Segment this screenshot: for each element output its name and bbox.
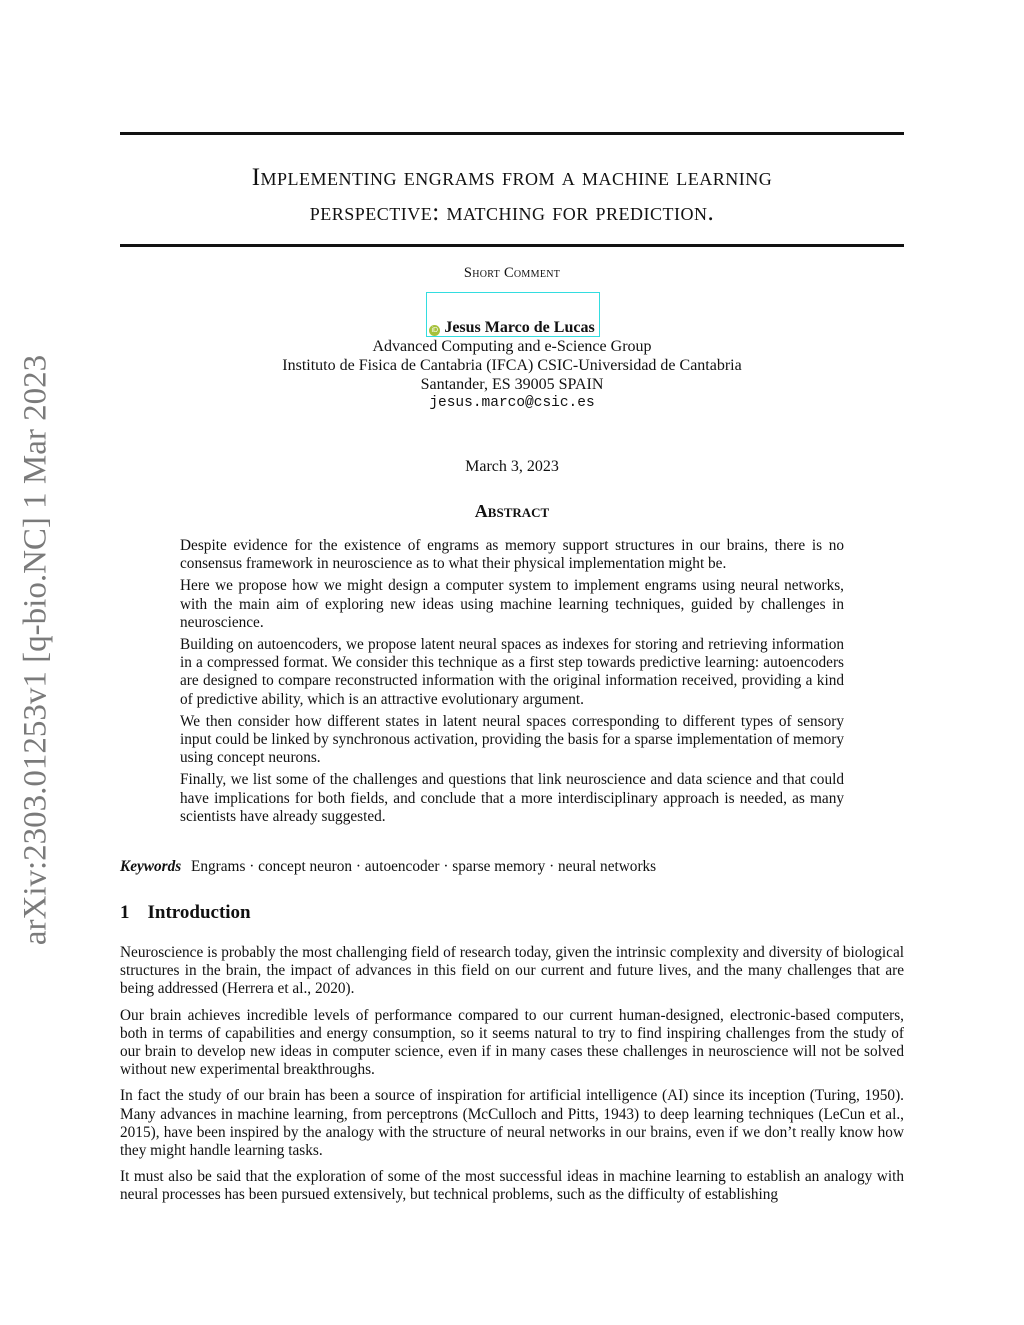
body-paragraph: In fact the study of our brain has been a source of inspiration for artificial intelligence (AI) since its inception (Turing, 1950). Many advances in machine learning, from perceptrons (McCulloch and Pitts, 1943) to deep learning techniques (LeCun et al., 2015), have been inspired by the analogy with the structure of neural networks in our brains, even if we don’t really know how they might handle learning tasks. <box>120 1087 904 1160</box>
keywords-line <box>120 858 904 876</box>
section-title: Introduction <box>147 902 251 923</box>
abstract-paragraph: Here we propose how we might design a computer system to implement engrams using neural networks, with the main aim of exploring new ideas using machine learning techniques, guided by challenges in neuroscience. <box>180 577 844 631</box>
paper-title <box>120 160 904 230</box>
title-top-rule <box>120 132 904 135</box>
arxiv-sidebar-identifier <box>16 340 56 960</box>
section-body <box>120 944 904 1213</box>
body-paragraph: It must also be said that the exploration of some of the most successful ideas in machine learning to establish an analogy with neural processes has been pursued extensively, but technical problems, such as the difficulty of establishing <box>120 1168 904 1204</box>
author-group: Advanced Computing and e-Science Group <box>372 338 652 355</box>
keywords-label: Keywords <box>120 858 182 875</box>
author-institute: Instituto de Fisica de Cantabria (IFCA) CSIC-Universidad de Cantabria <box>282 357 742 374</box>
author-block <box>0 318 1024 413</box>
title-bottom-rule <box>120 244 904 247</box>
arxiv-id-text: arXiv:2303.01253v1 [q-bio.NC] 1 Mar 2023 <box>17 354 54 946</box>
abstract-paragraph: We then consider how different states in latent neural spaces corresponding to different types of sensory input could be linked by synchronous activation, providing the basis for a sparse implementation of memory using concept neurons. <box>180 712 844 767</box>
comment-type-label: Short Comment <box>463 265 561 281</box>
orcid-icon[interactable]: iD <box>429 325 440 336</box>
abstract-heading: Abstract <box>474 501 550 521</box>
author-name[interactable]: Jesus Marco de Lucas <box>444 319 595 336</box>
section-number: 1 <box>120 902 130 923</box>
abstract-paragraph: Finally, we list some of the challenges and questions that link neuroscience and data science and that could have implications for both fields, and conclude that a more interdisciplinary approach is needed, as many scientists have already suggested. <box>180 771 844 825</box>
abstract-paragraph: Despite evidence for the existence of engrams as memory support structures in our brains, there is no consensus framework in neuroscience as to what their physical implementation might be. <box>180 537 844 573</box>
keywords-text: Engrams · concept neuron · autoencoder · sparse memory · neural networks <box>191 858 657 875</box>
title-line-2: perspective: matching for prediction. <box>309 199 715 226</box>
body-paragraph: Our brain achieves incredible levels of performance compared to our current human-designed, electronic-based computers, both in terms of capabilities and energy consumption, so it seems natural to try to find inspiring challenges from the study of our brain to develop new ideas in computer science, even if in many cases these challenges in neuroscience will not be solved without new experimental breakthroughs. <box>120 1006 904 1079</box>
body-paragraph: Neuroscience is probably the most challenging field of research today, given the intrinsic complexity and diversity of biological structures in the brain, the impact of advances in this field on our current and future lives, and the many challenges that are being addressed (Herrera et al., 2020). <box>120 944 904 998</box>
section-heading <box>120 902 251 924</box>
title-line-1: Implementing engrams from a machine learning <box>251 164 773 191</box>
author-address: Santander, ES 39005 SPAIN <box>420 376 604 393</box>
abstract-paragraph: Building on autoencoders, we propose latent neural spaces as indexes for storing and retrieving information in a compressed format. We consider this technique as a first step towards predictive learning: autoencoders are designed to compare reconstructed information with the original information received, providing a kind of predictive ability, which is an attractive evolutionary argument. <box>180 636 844 708</box>
paper-date: March 3, 2023 <box>465 458 559 475</box>
abstract-body <box>180 537 844 830</box>
author-email[interactable]: jesus.marco@csic.es <box>429 395 595 411</box>
